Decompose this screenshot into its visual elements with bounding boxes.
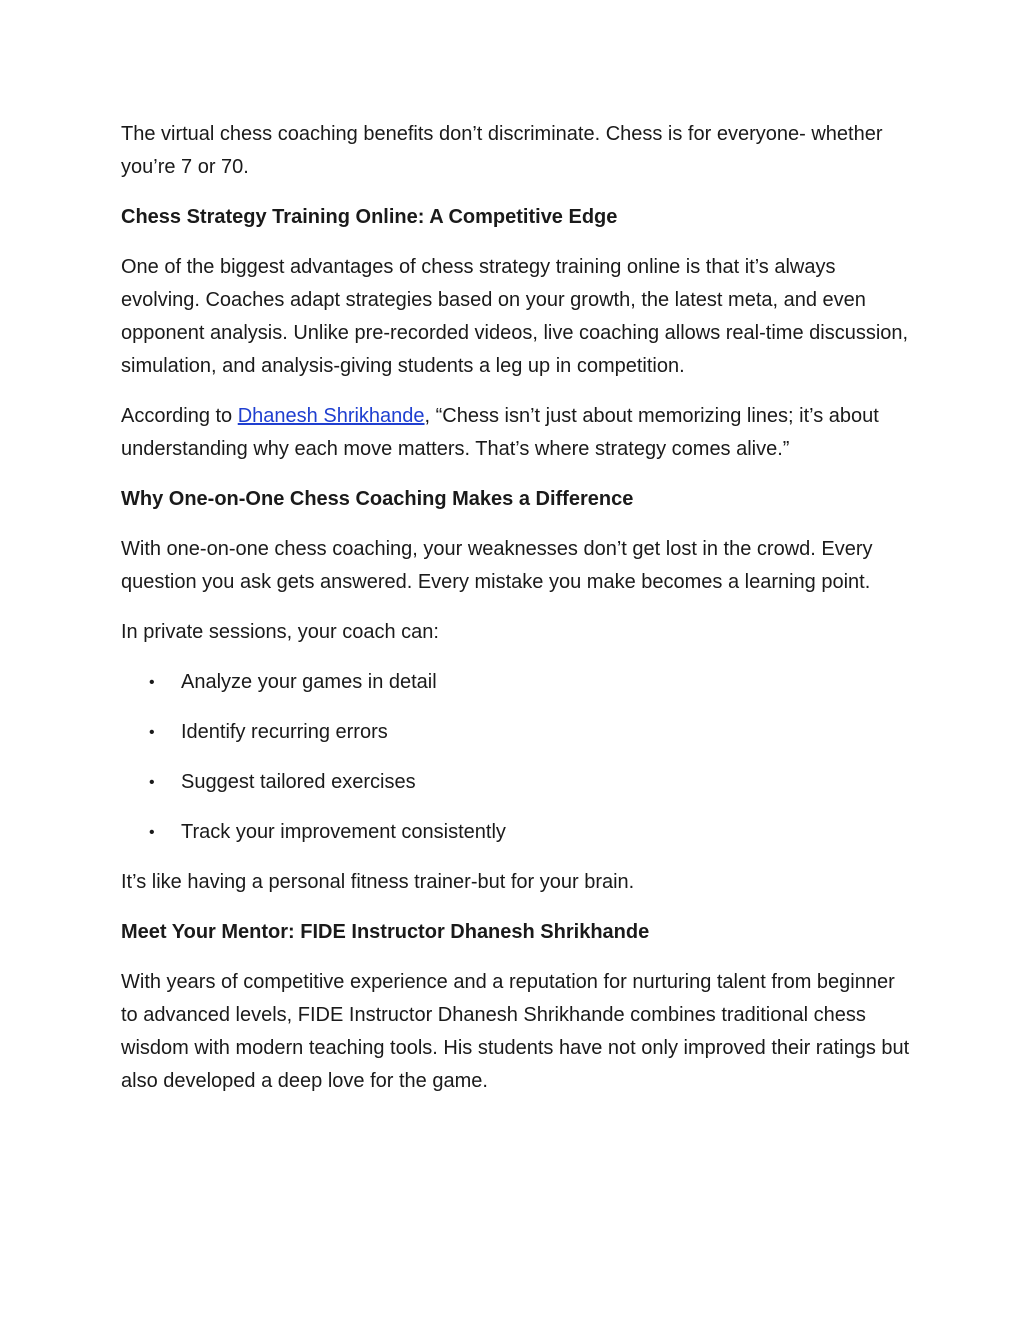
section-heading-one-on-one: Why One-on-One Chess Coaching Makes a Difference — [121, 488, 634, 510]
bullet-icon: • — [149, 774, 155, 791]
list-item — [121, 816, 911, 849]
bullet-icon: • — [149, 724, 155, 741]
quote-paragraph — [121, 400, 911, 466]
section-heading-strategy: Chess Strategy Training Online: A Competitive Edge — [121, 206, 618, 228]
quote-text: , “Chess isn’t just about memorizing lines; it’s about understanding why each move matters. That’s where strategy comes alive.” — [121, 405, 879, 460]
bullet-icon: • — [149, 824, 155, 841]
list-item-text: Analyze your games in detail — [181, 671, 437, 693]
mentor-paragraph: With years of competitive experience and a reputation for nurturing talent from beginner to advanced levels, FIDE Instructor Dhanesh Shrikhande combines traditional chess wisdom with modern teaching tools. His students have not only improved their ratings but also developed a deep love for the game. — [121, 971, 910, 1092]
intro-paragraph: The virtual chess coaching benefits don’t discriminate. Chess is for everyone- whether you’re 7 or 70. — [121, 123, 883, 178]
strategy-paragraph: One of the biggest advantages of chess strategy training online is that it’s always evolving. Coaches adapt strategies based on your growth, the latest meta, and even opponent analysis. Unlike pre-recorded videos, live coaching allows real-time discussion, simulation, and analysis-giving students a leg up in competition. — [121, 256, 909, 377]
document-page — [121, 118, 911, 1115]
list-item — [121, 716, 911, 749]
bullet-icon: • — [149, 674, 155, 691]
coach-abilities-list — [121, 666, 911, 849]
closing-paragraph: It’s like having a personal fitness trainer-but for your brain. — [121, 871, 635, 893]
list-item-text: Identify recurring errors — [181, 721, 388, 743]
dhanesh-shrikhande-link[interactable]: Dhanesh Shrikhande — [237, 405, 425, 427]
list-item-text: Suggest tailored exercises — [181, 771, 416, 793]
list-intro: In private sessions, your coach can: — [121, 621, 439, 643]
list-item — [121, 766, 911, 799]
one-on-one-paragraph: With one-on-one chess coaching, your weaknesses don’t get lost in the crowd. Every question you ask gets answered. Every mistake you make becomes a learning point. — [121, 538, 873, 593]
quote-prefix: According to — [121, 405, 238, 427]
section-heading-mentor: Meet Your Mentor: FIDE Instructor Dhanesh Shrikhande — [121, 921, 650, 943]
list-item — [121, 666, 911, 699]
list-item-text: Track your improvement consistently — [181, 821, 506, 843]
